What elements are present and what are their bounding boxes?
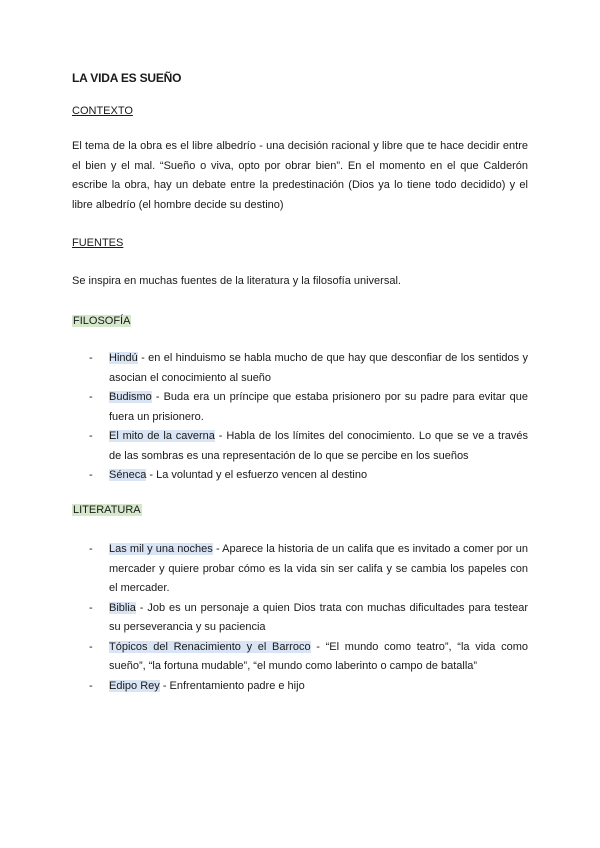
list-item-desc: - Habla de los límites del conocimiento. Lo que se ve a través de las sombras es una representación de lo que se percibe en los sueños xyxy=(109,430,529,462)
literatura-label: LITERATURA xyxy=(73,504,141,516)
list-item-desc: - Buda era un príncipe que estaba prisionero por su padre para evitar que fuera un prisionero. xyxy=(109,391,528,423)
bullet-dash: - xyxy=(89,469,93,481)
list-item-term: El mito de la caverna xyxy=(109,430,215,442)
filosofia-list xyxy=(72,349,528,486)
list-item-term: Las mil y una noches xyxy=(109,543,213,555)
list-item xyxy=(72,540,528,599)
list-item-term: Edipo Rey xyxy=(109,679,160,692)
literatura-list xyxy=(72,540,528,696)
bullet-dash: - xyxy=(89,640,93,653)
list-item xyxy=(72,388,528,427)
list-item-desc: - Enfrentamiento padre e hijo xyxy=(159,679,305,692)
list-item-term: Tópicos del Renacimiento y el Barroco xyxy=(109,640,311,653)
contexto-heading: CONTEXTO xyxy=(72,105,133,117)
list-item xyxy=(72,677,528,697)
list-item-desc: - Aparece la historia de un califa que es invitado a comer por un mercader y quiere probar cómo es la vida sin ser califa y se cambia los papeles con el mercader. xyxy=(109,543,528,594)
bullet-dash: - xyxy=(89,543,93,555)
list-item-term: Biblia xyxy=(109,601,136,614)
list-item-term: Hindú xyxy=(109,352,138,364)
bullet-dash: - xyxy=(89,601,93,614)
list-item xyxy=(72,638,528,677)
list-item-desc: - en el hinduismo se habla mucho de que hay que desconfiar de los sentidos y asocian el conocimiento al sueño xyxy=(109,352,528,384)
fuentes-heading: FUENTES xyxy=(72,237,124,249)
list-item-term: Séneca xyxy=(109,469,147,481)
list-item xyxy=(72,466,528,486)
filosofia-label: FILOSOFÍA xyxy=(73,315,131,327)
bullet-dash: - xyxy=(89,352,93,364)
list-item-term: Budismo xyxy=(109,391,152,403)
list-item xyxy=(72,599,528,638)
bullet-dash: - xyxy=(89,391,93,403)
list-item-desc: - “El mundo como teatro”, “la vida como sueño”, “la fortuna mudable”, “el mundo como laberinto o campo de batalla” xyxy=(109,640,528,672)
contexto-paragraph: El tema de la obra es el libre albedrío - una decisión racional y libre que te hace decidir entre el bien y el mal. “Sueño o viva, opto por obrar bien”. En el momento en el que Calderón escribe la obra, hay un debate entre la predestinación (Dios ya lo tiene todo decidido) y el libre albedrío (el hombre decide su destino) xyxy=(72,140,528,211)
fuentes-paragraph: Se inspira en muchas fuentes de la literatura y la filosofía universal. xyxy=(72,275,401,287)
list-item-desc: - La voluntad y el esfuerzo vencen al destino xyxy=(146,469,368,481)
list-item-desc: - Job es un personaje a quien Dios trata con muchas dificultades para testear su perseverancia y su paciencia xyxy=(109,601,528,633)
list-item xyxy=(72,427,528,466)
document-title: LA VIDA ES SUEÑO xyxy=(72,71,182,85)
list-item xyxy=(72,349,528,388)
bullet-dash: - xyxy=(89,679,93,692)
bullet-dash: - xyxy=(89,430,93,442)
